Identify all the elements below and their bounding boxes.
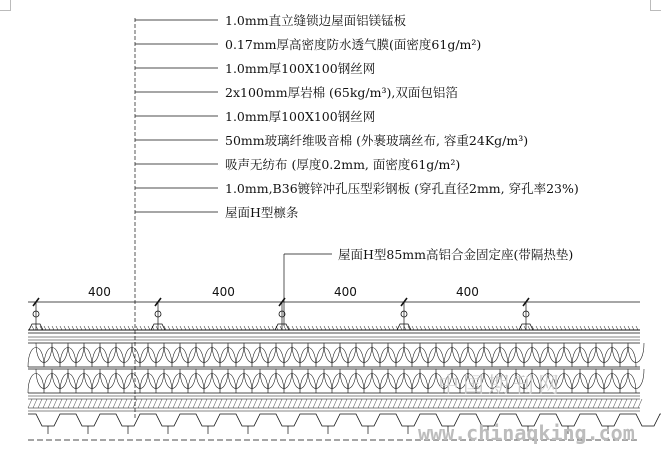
roof-panel-rib (172, 326, 174, 330)
roof-panel-rib (252, 326, 254, 330)
roof-panel-rib (328, 326, 330, 330)
roof-panel-rib (628, 326, 630, 330)
glass-wool-hatch (588, 399, 592, 408)
roof-panel-rib (568, 326, 570, 330)
roof-panel-rib (632, 326, 634, 330)
roof-panel-rib (608, 326, 610, 330)
roof-panel-rib (504, 326, 506, 330)
roof-panel-rib (420, 326, 422, 330)
glass-wool-hatch (468, 399, 472, 408)
roof-panel-rib (136, 326, 138, 330)
glass-wool-hatch (413, 399, 417, 408)
roof-panel-rib (604, 326, 606, 330)
glass-wool-hatch (633, 399, 637, 408)
roof-panel-rib (316, 326, 318, 330)
glass-wool-hatch (233, 399, 237, 408)
roof-panel-rib (440, 326, 442, 330)
roof-panel-rib (88, 326, 90, 330)
layer-label-wire-mesh-lower: 1.0mm厚100X100钢丝网 (225, 109, 376, 124)
roof-panel-rib (120, 326, 122, 330)
glass-wool-hatch (268, 399, 272, 408)
glass-wool-hatch (263, 399, 267, 408)
roof-panel-rib (456, 326, 458, 330)
roof-panel-rib (352, 326, 354, 330)
roof-panel-rib (128, 326, 130, 330)
glass-wool-hatch (93, 399, 97, 408)
roof-panel-rib (552, 326, 554, 330)
glass-wool-hatch (178, 399, 182, 408)
glass-wool-hatch (198, 399, 202, 408)
glass-wool-hatch (518, 399, 522, 408)
glass-wool-hatch (213, 399, 217, 408)
glass-wool-hatch (148, 399, 152, 408)
spacing-label-1: 400 (88, 285, 111, 299)
roof-panel-rib (500, 326, 502, 330)
glass-wool-hatch (323, 399, 327, 408)
glass-wool-hatch (273, 399, 277, 408)
glass-wool-hatch (538, 399, 542, 408)
roof-panel-rib (208, 326, 210, 330)
glass-wool-hatch (548, 399, 552, 408)
glass-wool-hatch (238, 399, 242, 408)
roof-panel-rib (584, 326, 586, 330)
layer-label-breather-membrane: 0.17mm厚高密度防水透气膜(面密度61g/m²) (225, 37, 482, 52)
roof-panel-rib (528, 326, 530, 330)
glass-wool-hatch (563, 399, 567, 408)
roof-panel-rib (384, 326, 386, 330)
glass-wool-hatch (373, 399, 377, 408)
roof-panel-rib (444, 326, 446, 330)
page-corner-mark-right (650, 0, 661, 11)
glass-wool-hatch (558, 399, 562, 408)
roof-panel-rib (44, 326, 46, 330)
roof-panel-rib (112, 326, 114, 330)
roof-panel-rib (432, 326, 434, 330)
glass-wool-hatch (368, 399, 372, 408)
glass-wool-hatch (618, 399, 622, 408)
glass-wool-hatch (83, 399, 87, 408)
roof-panel-rib (392, 326, 394, 330)
glass-wool-hatch (458, 399, 462, 408)
roof-panel-rib (176, 326, 178, 330)
glass-wool-hatch (533, 399, 537, 408)
roof-panel-rib (308, 326, 310, 330)
roof-panel-rib (304, 326, 306, 330)
roof-panel-rib (540, 326, 542, 330)
glass-wool-hatch (183, 399, 187, 408)
glass-wool-hatch (358, 399, 362, 408)
roof-panel-rib (452, 326, 454, 330)
roof-panel-rib (168, 326, 170, 330)
glass-wool-hatch (98, 399, 102, 408)
roof-panel-rib (436, 326, 438, 330)
roof-panel-rib (596, 326, 598, 330)
glass-wool-hatch (293, 399, 297, 408)
glass-wool-hatch (163, 399, 167, 408)
roof-panel-rib (72, 326, 74, 330)
roof-panel-rib (184, 326, 186, 330)
roof-panel-rib (284, 326, 286, 330)
glass-wool-hatch (638, 399, 642, 408)
roof-panel-rib (224, 326, 226, 330)
roof-panel-rib (492, 326, 494, 330)
roof-panel-rib (324, 326, 326, 330)
roof-panel-rib (344, 326, 346, 330)
glass-wool-hatch (278, 399, 282, 408)
glass-wool-hatch (113, 399, 117, 408)
glass-wool-hatch (38, 399, 42, 408)
glass-wool-hatch (403, 399, 407, 408)
glass-wool-hatch (283, 399, 287, 408)
glass-wool-hatch (583, 399, 587, 408)
glass-wool-hatch (478, 399, 482, 408)
glass-wool-hatch (543, 399, 547, 408)
watermark-url: www.chinaqking.com (418, 421, 635, 445)
glass-wool-hatch (33, 399, 37, 408)
glass-wool-hatch (78, 399, 82, 408)
glass-wool-hatch (623, 399, 627, 408)
roof-panel-rib (592, 326, 594, 330)
glass-wool-hatch (73, 399, 77, 408)
roof-panel-rib (380, 326, 382, 330)
roof-panel-rib (52, 326, 54, 330)
layer-label-nonwoven-fabric: 吸声无纺布 (厚度0.2mm, 面密度61g/m²) (225, 157, 461, 172)
glass-wool-hatch (58, 399, 62, 408)
roof-panel-rib (140, 326, 142, 330)
glass-wool-hatch (128, 399, 132, 408)
roof-panel-rib (200, 326, 202, 330)
roof-panel-rib (100, 326, 102, 330)
roof-panel-rib (256, 326, 258, 330)
roof-panel-rib (468, 326, 470, 330)
roof-panel-rib (560, 326, 562, 330)
glass-wool-hatch (423, 399, 427, 408)
glass-wool-hatch (63, 399, 67, 408)
glass-wool-hatch (188, 399, 192, 408)
roof-panel-rib (424, 326, 426, 330)
spacing-label-2: 400 (212, 285, 235, 299)
roof-panel-rib (348, 326, 350, 330)
roof-panel-rib (300, 326, 302, 330)
layer-label-glass-wool: 50mm玻璃纤维吸音棉 (外裹玻璃丝布, 容重24Kg/m³) (225, 133, 529, 148)
roof-panel-rib (356, 326, 358, 330)
glass-wool-hatch (598, 399, 602, 408)
glass-wool-hatch (363, 399, 367, 408)
glass-wool-hatch (573, 399, 577, 408)
glass-wool-hatch (508, 399, 512, 408)
glass-wool-hatch (118, 399, 122, 408)
roof-panel-rib (624, 326, 626, 330)
glass-wool-hatch (103, 399, 107, 408)
roof-panel-rib (376, 326, 378, 330)
roof-panel-rib (92, 326, 94, 330)
glass-wool-hatch (418, 399, 422, 408)
glass-wool-hatch (513, 399, 517, 408)
glass-wool-hatch (408, 399, 412, 408)
glass-wool-hatch (463, 399, 467, 408)
glass-wool-hatch (68, 399, 72, 408)
glass-wool-hatch (53, 399, 57, 408)
glass-wool-hatch (523, 399, 527, 408)
glass-wool-hatch (43, 399, 47, 408)
glass-wool-hatch (328, 399, 332, 408)
roof-panel-rib (144, 326, 146, 330)
glass-wool-hatch (28, 399, 32, 408)
glass-wool-hatch (248, 399, 252, 408)
roof-panel-rib (60, 326, 62, 330)
glass-wool-hatch (223, 399, 227, 408)
glass-wool-hatch (553, 399, 557, 408)
roof-panel-rib (84, 326, 86, 330)
roof-panel-rib (312, 326, 314, 330)
glass-wool-hatch (383, 399, 387, 408)
glass-wool-hatch (613, 399, 617, 408)
glass-wool-hatch (308, 399, 312, 408)
roof-panel-rib (228, 326, 230, 330)
roof-panel-rib (508, 326, 510, 330)
glass-wool-hatch (158, 399, 162, 408)
roof-panel-rib (544, 326, 546, 330)
glass-wool-hatch (353, 399, 357, 408)
roof-panel-rib (32, 326, 34, 330)
glass-wool-hatch (338, 399, 342, 408)
roof-panel-rib (104, 326, 106, 330)
roof-panel-rib (216, 326, 218, 330)
glass-wool-hatch (243, 399, 247, 408)
roof-panel-rib (600, 326, 602, 330)
glass-wool-hatch (628, 399, 632, 408)
roof-panel-rib (80, 326, 82, 330)
layer-label-rock-wool: 2x100mm厚岩棉 (65kg/m³),双面包铝箔 (225, 85, 458, 100)
roof-panel-rib (212, 326, 214, 330)
glass-wool-hatch (48, 399, 52, 408)
glass-wool-hatch (453, 399, 457, 408)
glass-wool-hatch (348, 399, 352, 408)
roof-panel-rib (268, 326, 270, 330)
glass-wool-hatch (568, 399, 572, 408)
glass-wool-hatch (123, 399, 127, 408)
glass-wool-hatch (498, 399, 502, 408)
roof-panel-rib (296, 326, 298, 330)
roof-panel-rib (588, 326, 590, 330)
roof-panel-rib (124, 326, 126, 330)
roof-panel-rib (240, 326, 242, 330)
roof-panel-rib (340, 326, 342, 330)
roof-panel-rib (368, 326, 370, 330)
roof-panel-rib (204, 326, 206, 330)
roof-panel-rib (572, 326, 574, 330)
roof-panel-rib (400, 326, 402, 330)
roof-panel-rib (428, 326, 430, 330)
glass-wool-hatch (228, 399, 232, 408)
roof-panel-rib (160, 326, 162, 330)
glass-wool-hatch (493, 399, 497, 408)
glass-wool-hatch (593, 399, 597, 408)
glass-wool-hatch (443, 399, 447, 408)
page-corner-mark-left (0, 0, 11, 11)
roof-panel-rib (232, 326, 234, 330)
glass-wool-hatch (378, 399, 382, 408)
glass-wool-hatch (473, 399, 477, 408)
roof-panel-rib (416, 326, 418, 330)
roof-panel-rib (360, 326, 362, 330)
glass-wool-hatch (528, 399, 532, 408)
glass-wool-hatch (603, 399, 607, 408)
rock-wool-batt-upper-pattern (28, 343, 644, 367)
glass-wool-hatch (448, 399, 452, 408)
glass-wool-hatch (218, 399, 222, 408)
roof-panel-rib (48, 326, 50, 330)
roof-panel-rib (564, 326, 566, 330)
glass-wool-hatch (258, 399, 262, 408)
roof-panel-rib (636, 326, 638, 330)
glass-wool-hatch (503, 399, 507, 408)
glass-wool-hatch (398, 399, 402, 408)
roof-panel-rib (68, 326, 70, 330)
roof-panel-rib (480, 326, 482, 330)
glass-wool-hatch (393, 399, 397, 408)
roof-panel-rib (580, 326, 582, 330)
layer-label-roof-panel: 1.0mm直立缝锁边屋面铝镁锰板 (225, 13, 407, 28)
roof-panel-rib (576, 326, 578, 330)
roof-panel-rib (180, 326, 182, 330)
roof-panel-rib (108, 326, 110, 330)
roof-panel-rib (264, 326, 266, 330)
support-bracket-label: 屋面H型85mm高铝合金固定座(带隔热垫) (338, 247, 574, 262)
roof-panel-rib (332, 326, 334, 330)
roof-panel-rib (236, 326, 238, 330)
glass-wool-hatch (318, 399, 322, 408)
roof-panel-rib (76, 326, 78, 330)
roof-panel-rib (472, 326, 474, 330)
roof-panel-rib (460, 326, 462, 330)
roof-panel-rib (192, 326, 194, 330)
glass-wool-hatch (313, 399, 317, 408)
roof-panel-rib (464, 326, 466, 330)
roof-panel-rib (196, 326, 198, 330)
roof-panel-rib (536, 326, 538, 330)
roof-panel-rib (496, 326, 498, 330)
roof-panel-rib (364, 326, 366, 330)
roof-panel-rib (188, 326, 190, 330)
glass-wool-hatch (203, 399, 207, 408)
roof-panel-rib (412, 326, 414, 330)
glass-wool-hatch (108, 399, 112, 408)
layer-label-wire-mesh-upper: 1.0mm厚100X100钢丝网 (225, 61, 376, 76)
glass-wool-hatch (138, 399, 142, 408)
roof-panel-rib (272, 326, 274, 330)
glass-wool-hatch (438, 399, 442, 408)
roof-panel-rib (612, 326, 614, 330)
glass-wool-hatch (168, 399, 172, 408)
roof-panel-rib (56, 326, 58, 330)
roof-panel-rib (260, 326, 262, 330)
roof-panel-rib (516, 326, 518, 330)
layer-label-purlin: 屋面H型檩条 (225, 205, 299, 220)
roof-panel-rib (148, 326, 150, 330)
roof-panel-rib (476, 326, 478, 330)
spacing-label-4: 400 (456, 285, 479, 299)
glass-wool-hatch (483, 399, 487, 408)
glass-wool-hatch (193, 399, 197, 408)
glass-wool-hatch (578, 399, 582, 408)
roof-panel-rib (64, 326, 66, 330)
roof-panel-rib (484, 326, 486, 330)
glass-wool-hatch (433, 399, 437, 408)
roof-panel-rib (388, 326, 390, 330)
glass-wool-hatch (333, 399, 337, 408)
glass-wool-hatch (388, 399, 392, 408)
glass-wool-hatch (303, 399, 307, 408)
layer-label-perforated-deck: 1.0mm,B36镀锌冲孔压型彩钢板 (穿孔直径2mm, 穿孔率23%) (225, 181, 579, 196)
section-layers (28, 298, 661, 440)
roof-panel-rib (292, 326, 294, 330)
roof-panel-rib (616, 326, 618, 330)
roof-panel-rib (488, 326, 490, 330)
glass-wool-hatch (488, 399, 492, 408)
roof-panel-rib (244, 326, 246, 330)
glass-wool-hatch (428, 399, 432, 408)
roof-panel-rib (220, 326, 222, 330)
glass-wool-hatch (153, 399, 157, 408)
roof-panel-rib (512, 326, 514, 330)
roof-panel-rib (248, 326, 250, 330)
glass-wool-hatch (298, 399, 302, 408)
spacing-label-3: 400 (334, 285, 357, 299)
glass-wool-hatch (208, 399, 212, 408)
roof-panel-rib (556, 326, 558, 330)
roof-panel-rib (336, 326, 338, 330)
roof-panel-rib (372, 326, 374, 330)
roof-panel-rib (116, 326, 118, 330)
roof-panel-rib (620, 326, 622, 330)
glass-wool-hatch (608, 399, 612, 408)
watermark-chinese-text: 中国期刊网 (438, 373, 563, 397)
glass-wool-hatch (343, 399, 347, 408)
roof-panel-rib (132, 326, 134, 330)
roof-panel-rib (320, 326, 322, 330)
roof-panel-rib (448, 326, 450, 330)
glass-wool-hatch (173, 399, 177, 408)
glass-wool-hatch (288, 399, 292, 408)
roof-panel-rib (548, 326, 550, 330)
glass-wool-hatch (88, 399, 92, 408)
roof-panel-rib (96, 326, 98, 330)
glass-wool-hatch (253, 399, 257, 408)
glass-wool-hatch (143, 399, 147, 408)
